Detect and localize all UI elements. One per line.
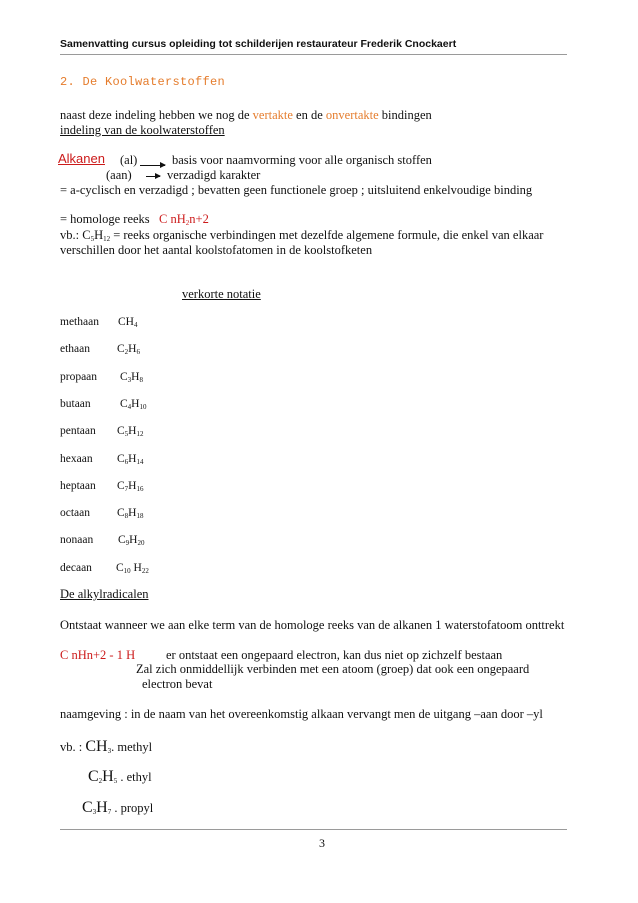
alkane-name: decaan <box>60 561 92 574</box>
vertakte-term: vertakte <box>252 108 293 122</box>
aan-suffix: (aan) <box>106 168 132 182</box>
alkyl-example-2: $C_2H_5$ . ethyl <box>88 768 152 785</box>
alkanen-label: Alkanen <box>58 151 105 166</box>
page-number: 3 <box>319 836 325 850</box>
alkane-name: propaan <box>60 370 98 383</box>
alkane-formula: $C_9H_{20}$ <box>118 534 145 548</box>
alkane-formula: $CH_4$ <box>118 316 138 329</box>
alkane-name: pentaan <box>60 425 96 438</box>
intro-mid: en de <box>292 108 326 122</box>
alkyl-desc-3: electron bevat <box>142 677 213 691</box>
section-title: 2. De Koolwaterstoffen <box>60 75 226 89</box>
general-formula: C $nH_2n+2$ <box>159 212 209 227</box>
intro-pre: naast deze indeling hebben we nog de <box>60 108 253 122</box>
alkane-name: butaan <box>60 397 91 410</box>
header-rule <box>60 54 567 55</box>
alkane-formula: $C_8H_{18}$ <box>117 507 144 521</box>
intro-line <box>60 108 432 123</box>
alkyl-desc-1: er ontstaat een ongepaard electron, kan dus niet op zichzelf bestaan <box>166 648 503 662</box>
alkyl-desc-2: Zal zich onmiddellijk verbinden met een atoom (groep) dat ook een ongepaard <box>136 662 530 676</box>
example-line-2: verschillen door het aantal koolstofatomen in de koolstofketen <box>60 243 373 257</box>
example-line: vb.: $C_5H_{12}$ = reeks organische verbindingen met dezelfde algemene formule, die enkel van elkaar <box>60 228 544 243</box>
alkane-formula: $C_6H_{14}$ <box>117 452 144 466</box>
alkane-formula: $C_7H_{16}$ <box>117 479 144 493</box>
alkane-name: heptaan <box>60 479 96 492</box>
alkanen-definition: = a-cyclisch en verzadigd ; bevatten geen functionele groep ; uitsluitend enkelvoudige binding <box>60 183 533 197</box>
onvertakte-term: onvertakte <box>325 108 379 122</box>
alkane-name: hexaan <box>60 452 93 465</box>
arrow-icon <box>140 165 165 166</box>
alkyl-formula: C nHn+2 - 1 H <box>60 648 136 662</box>
alkane-name: methaan <box>60 316 99 328</box>
homologe-label: = homologe reeks <box>60 212 150 226</box>
arrow-icon <box>146 176 160 177</box>
naming-rule: naamgeving : in de naam van het overeenkomstig alkaan vervangt men de uitgang –aan door –yl <box>60 707 543 721</box>
alkyl-heading: De alkylradicalen <box>60 587 149 601</box>
footer-rule <box>60 829 567 830</box>
table-heading: verkorte notatie <box>182 287 261 301</box>
alkane-formula: $C_{10}$ $H_{22}$ <box>116 561 149 575</box>
alkane-name: ethaan <box>60 343 91 356</box>
al-description: basis voor naamvorming voor alle organisch stoffen <box>172 153 432 167</box>
alkane-formula: $C_2H_6$ <box>117 343 140 357</box>
alkane-formula: $C_3H_8$ <box>120 370 143 384</box>
intro-post: bindingen <box>378 108 432 122</box>
intro-subheading: indeling van de koolwaterstoffen <box>60 123 225 137</box>
alkane-name: octaan <box>60 507 91 520</box>
alkane-formula: $C_5H_{12}$ <box>117 425 144 439</box>
aan-description: verzadigd karakter <box>167 168 261 182</box>
alkyl-example-3: $C_3H_7$ . propyl <box>82 799 154 816</box>
page-header: Samenvatting cursus opleiding tot schilderijen restaurateur Frederik Cnockaert <box>60 38 457 50</box>
alkane-name: nonaan <box>60 534 94 547</box>
alkane-formula: $C_4H_{10}$ <box>120 397 147 411</box>
alkyl-intro: Ontstaat wanneer we aan elke term van de homologe reeks van de alkanen 1 waterstofatoom onttrekt <box>60 618 565 632</box>
al-suffix: (al) <box>120 153 138 167</box>
alkyl-example-1: vb. : $CH_3$. methyl <box>60 738 153 755</box>
homologe-line <box>60 212 209 227</box>
